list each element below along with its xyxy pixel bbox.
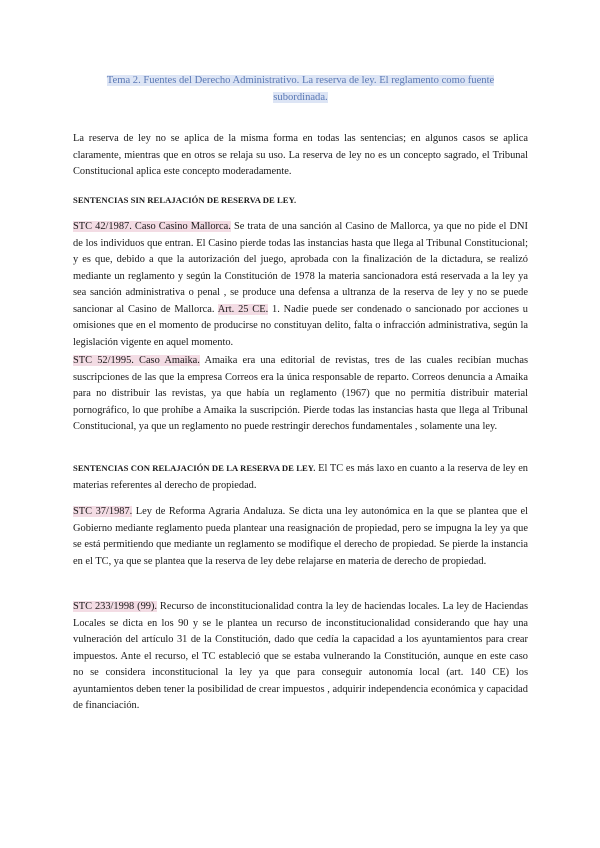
case-ref-highlight: STC 42/1987. Caso Casino Mallorca. (73, 221, 231, 232)
case-body-text: Se trata de una sanción al Casino de Mallorca, ya que no pide el DNI de los individuos que entran. El Casino pierde todas las instancias hasta que llega al Tribunal Constitucional; y es que, debido a que la autorización del juego, aprobada con la finalización de la dictadura, se realizó mediante un reglamento y según la Constitución de 1978 la materia sancionadora está reservada a la ley ya sea sanción administrativa o penal , se produce una defensa a ultranza de la reserva de ley y no se puede sancionar al Casino de Mallorca. (73, 221, 528, 315)
case-body-text: 1. Nadie puede ser condenado o sancionado por acciones u omisiones que en el momento de producirse no constituyan delito, falta o infracción administrativa, según la legislación vigente en aquel momento. (73, 303, 528, 348)
section-heading-text: SENTENCIAS CON RELAJACIÓN DE LA RESERVA DE LEY. (73, 463, 316, 473)
title-highlight: Tema 2. Fuentes del Derecho Administrativo. La reserva de ley. El reglamento como fuente subordinada. (106, 75, 495, 103)
article-ref-highlight: Art. 25 CE. (217, 303, 269, 315)
case-paragraph-amaika (73, 353, 528, 436)
case-ref-highlight: STC 233/1998 (99). (73, 601, 158, 612)
case-body-text: Ley de Reforma Agraria Andaluza. Se dicta una ley autonómica en la que se plantea que el Gobierno mediante reglamento pueda plantear una reasignación de propiedad, pero se impugna la ley ya que se está permitiendo que mediante un reglamento se modifique el derecho de propiedad. Se pierde la instancia en el TC, ya que se plantea que la reserva de ley debe relajarse en materia de derecho de propiedad. (73, 506, 529, 567)
case-paragraph-reforma-agraria (73, 504, 528, 570)
case-body-text: Amaika era una editorial de revistas, tres de las cuales recibían muchas suscripciones de las que la empresa Correos era la única responsable de reparto. Correos denuncia a Amaika para no distribuir las revistas, ya que había un reglamento (1967) que no permitía distribuir material pornográfico, lo que prohíbe a Amaika la suscripción. Pierde todas las instancias hasta que llega al Tribunal Constitucional, ya que un reglamento no puede restringir derechos fundamentales , solamente una ley. (73, 355, 528, 432)
section-heading-sin-relajacion (73, 192, 528, 210)
section-heading-con-relajacion (73, 460, 528, 494)
intro-paragraph: La reserva de ley no se aplica de la misma forma en todas las sentencias; en algunos casos se aplica claramente, mientras que en otros se relaja su uso. La reserva de ley no es un concepto sagrado, el Tribunal Constitucional aplica este concepto moderadamente. (73, 133, 528, 177)
case-paragraph-casino (73, 219, 528, 351)
section-heading-text: SENTENCIAS SIN RELAJACIÓN DE RESERVA DE LEY. (73, 195, 297, 205)
case-body-text: Recurso de inconstitucionalidad contra la ley de haciendas locales. La ley de Haciendas Locales se dicta en los 90 y se le plantea un recurso de inconstitucionalidad considerando que hay una vulneración del artículo 31 de la Constitución, dado que cedía la capacidad a los ayuntamientos para crear impuestos. Ante el recurso, el TC estableció que se estaba vulnerando la Constitución, aunque en este caso no se considera inconstitucional la ley ya que para conseguir autonomía local (art. 140 CE) los ayuntamientos deben tener la posibilidad de crear impuestos , adquirir independencia económica y capacidad de financiación. (73, 601, 528, 711)
document-title (93, 72, 508, 106)
section-intro-text: El TC es más laxo en cuanto a la reserva de ley en materias referentes al derecho de propiedad. (73, 463, 528, 491)
case-paragraph-haciendas-locales (73, 599, 528, 715)
case-ref-highlight: STC 52/1995. Caso Amaika. (73, 355, 200, 366)
case-ref-highlight: STC 37/1987. (73, 506, 133, 517)
